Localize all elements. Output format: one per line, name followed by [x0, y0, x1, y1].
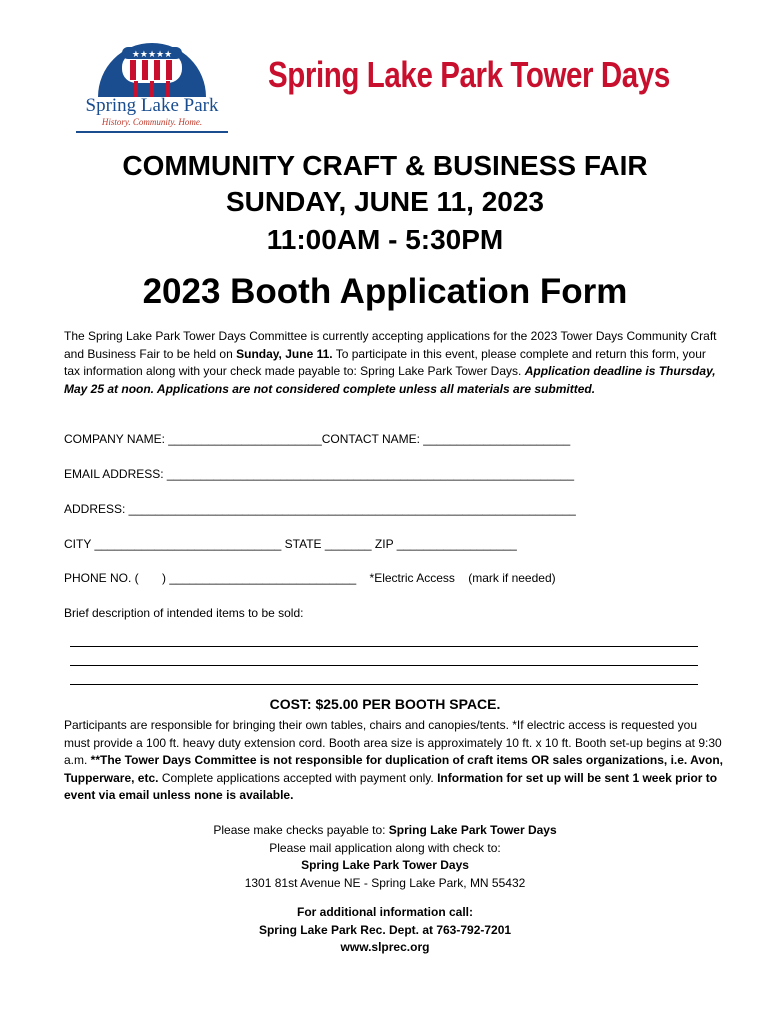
event-title: COMMUNITY CRAFT & BUSINESS FAIR — [122, 150, 648, 181]
website-link[interactable]: www.slprec.org — [340, 940, 430, 954]
email-field[interactable]: EMAIL ADDRESS: _____________________________________________________________ — [64, 467, 575, 481]
event-date: SUNDAY, JUNE 11, 2023 — [225, 186, 545, 217]
checks-line — [0, 822, 770, 840]
contact-block — [0, 904, 770, 957]
description-line[interactable] — [70, 646, 698, 647]
spring-lake-park-logo — [74, 33, 234, 133]
setup-info-notice: Information for set up will be sent 1 week prior to event via email unless none is available. — [64, 770, 718, 802]
checks-label: Please make checks payable to: — [213, 823, 389, 837]
mail-name: Spring Lake Park Tower Days — [301, 858, 469, 872]
phone-electric-field[interactable]: PHONE NO. ( ) ____________________________ *Electric Access (mark if needed) — [64, 571, 556, 585]
contact-label: For additional information call: — [296, 905, 473, 919]
description-label: Brief description of intended items to be sold: — [64, 606, 304, 620]
intro-date: Sunday, June 11. — [236, 346, 333, 361]
contact-phone: Spring Lake Park Rec. Dept. at 763-792-7201 — [258, 922, 512, 937]
details-paragraph — [64, 717, 724, 805]
svg-text:★★★★★: ★★★★★ — [131, 50, 173, 60]
company-contact-field[interactable]: COMPANY NAME: _______________________CONTACT NAME: ______________________ — [64, 432, 571, 446]
description-line[interactable] — [70, 684, 698, 685]
deadline-notice: Application deadline is Thursday, May 25 at noon. Applications are not considered complete unless all materials are submitted. — [64, 364, 716, 396]
duplication-notice: **The Tower Days Committee is not responsible for duplication of craft items OR sales organizations, i.e. Avon, Tupperware, etc. — [64, 753, 724, 785]
intro-text: The Spring Lake Park Tower Days Committee is currently accepting applications for the 2023 Tower Days Community Craft and Business Fair to be held on — [64, 329, 717, 361]
mailing-block — [0, 822, 770, 892]
form-title: 2023 Booth Application Form — [142, 272, 628, 311]
checks-payee: Spring Lake Park Tower Days — [388, 823, 557, 837]
city-state-zip-field[interactable]: CITY ____________________________ STATE _______ ZIP __________________ — [64, 537, 517, 551]
booth-cost: COST: $25.00 PER BOOTH SPACE. — [269, 696, 501, 712]
intro-paragraph — [64, 328, 724, 398]
banner-title: Spring Lake Park Tower Days — [268, 54, 670, 95]
description-line[interactable] — [70, 665, 698, 666]
event-time: 11:00AM - 5:30PM — [266, 224, 504, 255]
address-field[interactable]: ADDRESS: ___________________________________________________________________ — [64, 502, 576, 516]
logo-name: Spring Lake Park — [85, 95, 219, 116]
details-text: Participants are responsible for bringing their own tables, chairs and canopies/tents. *If electric access is requested you must provide a 100 ft. heavy duty extension cord. Booth area size is approximately 10 ft. x 10 ft. Booth set-up begins at 9:30 a.m. — [64, 718, 722, 767]
mail-address: 1301 81st Avenue NE - Spring Lake Park, MN 55432 — [244, 875, 526, 890]
water-tower-icon — [74, 33, 230, 97]
payment-note: Complete applications accepted with payment only. — [158, 770, 438, 785]
logo-tagline: History. Community. Home. — [101, 117, 203, 127]
intro-instructions: To participate in this event, please complete and return this form, your tax information along with your check made payable to: Spring Lake Park Tower Days. — [64, 346, 706, 378]
mail-label: Please mail application along with check to: — [269, 840, 501, 855]
logo-divider — [76, 131, 228, 133]
